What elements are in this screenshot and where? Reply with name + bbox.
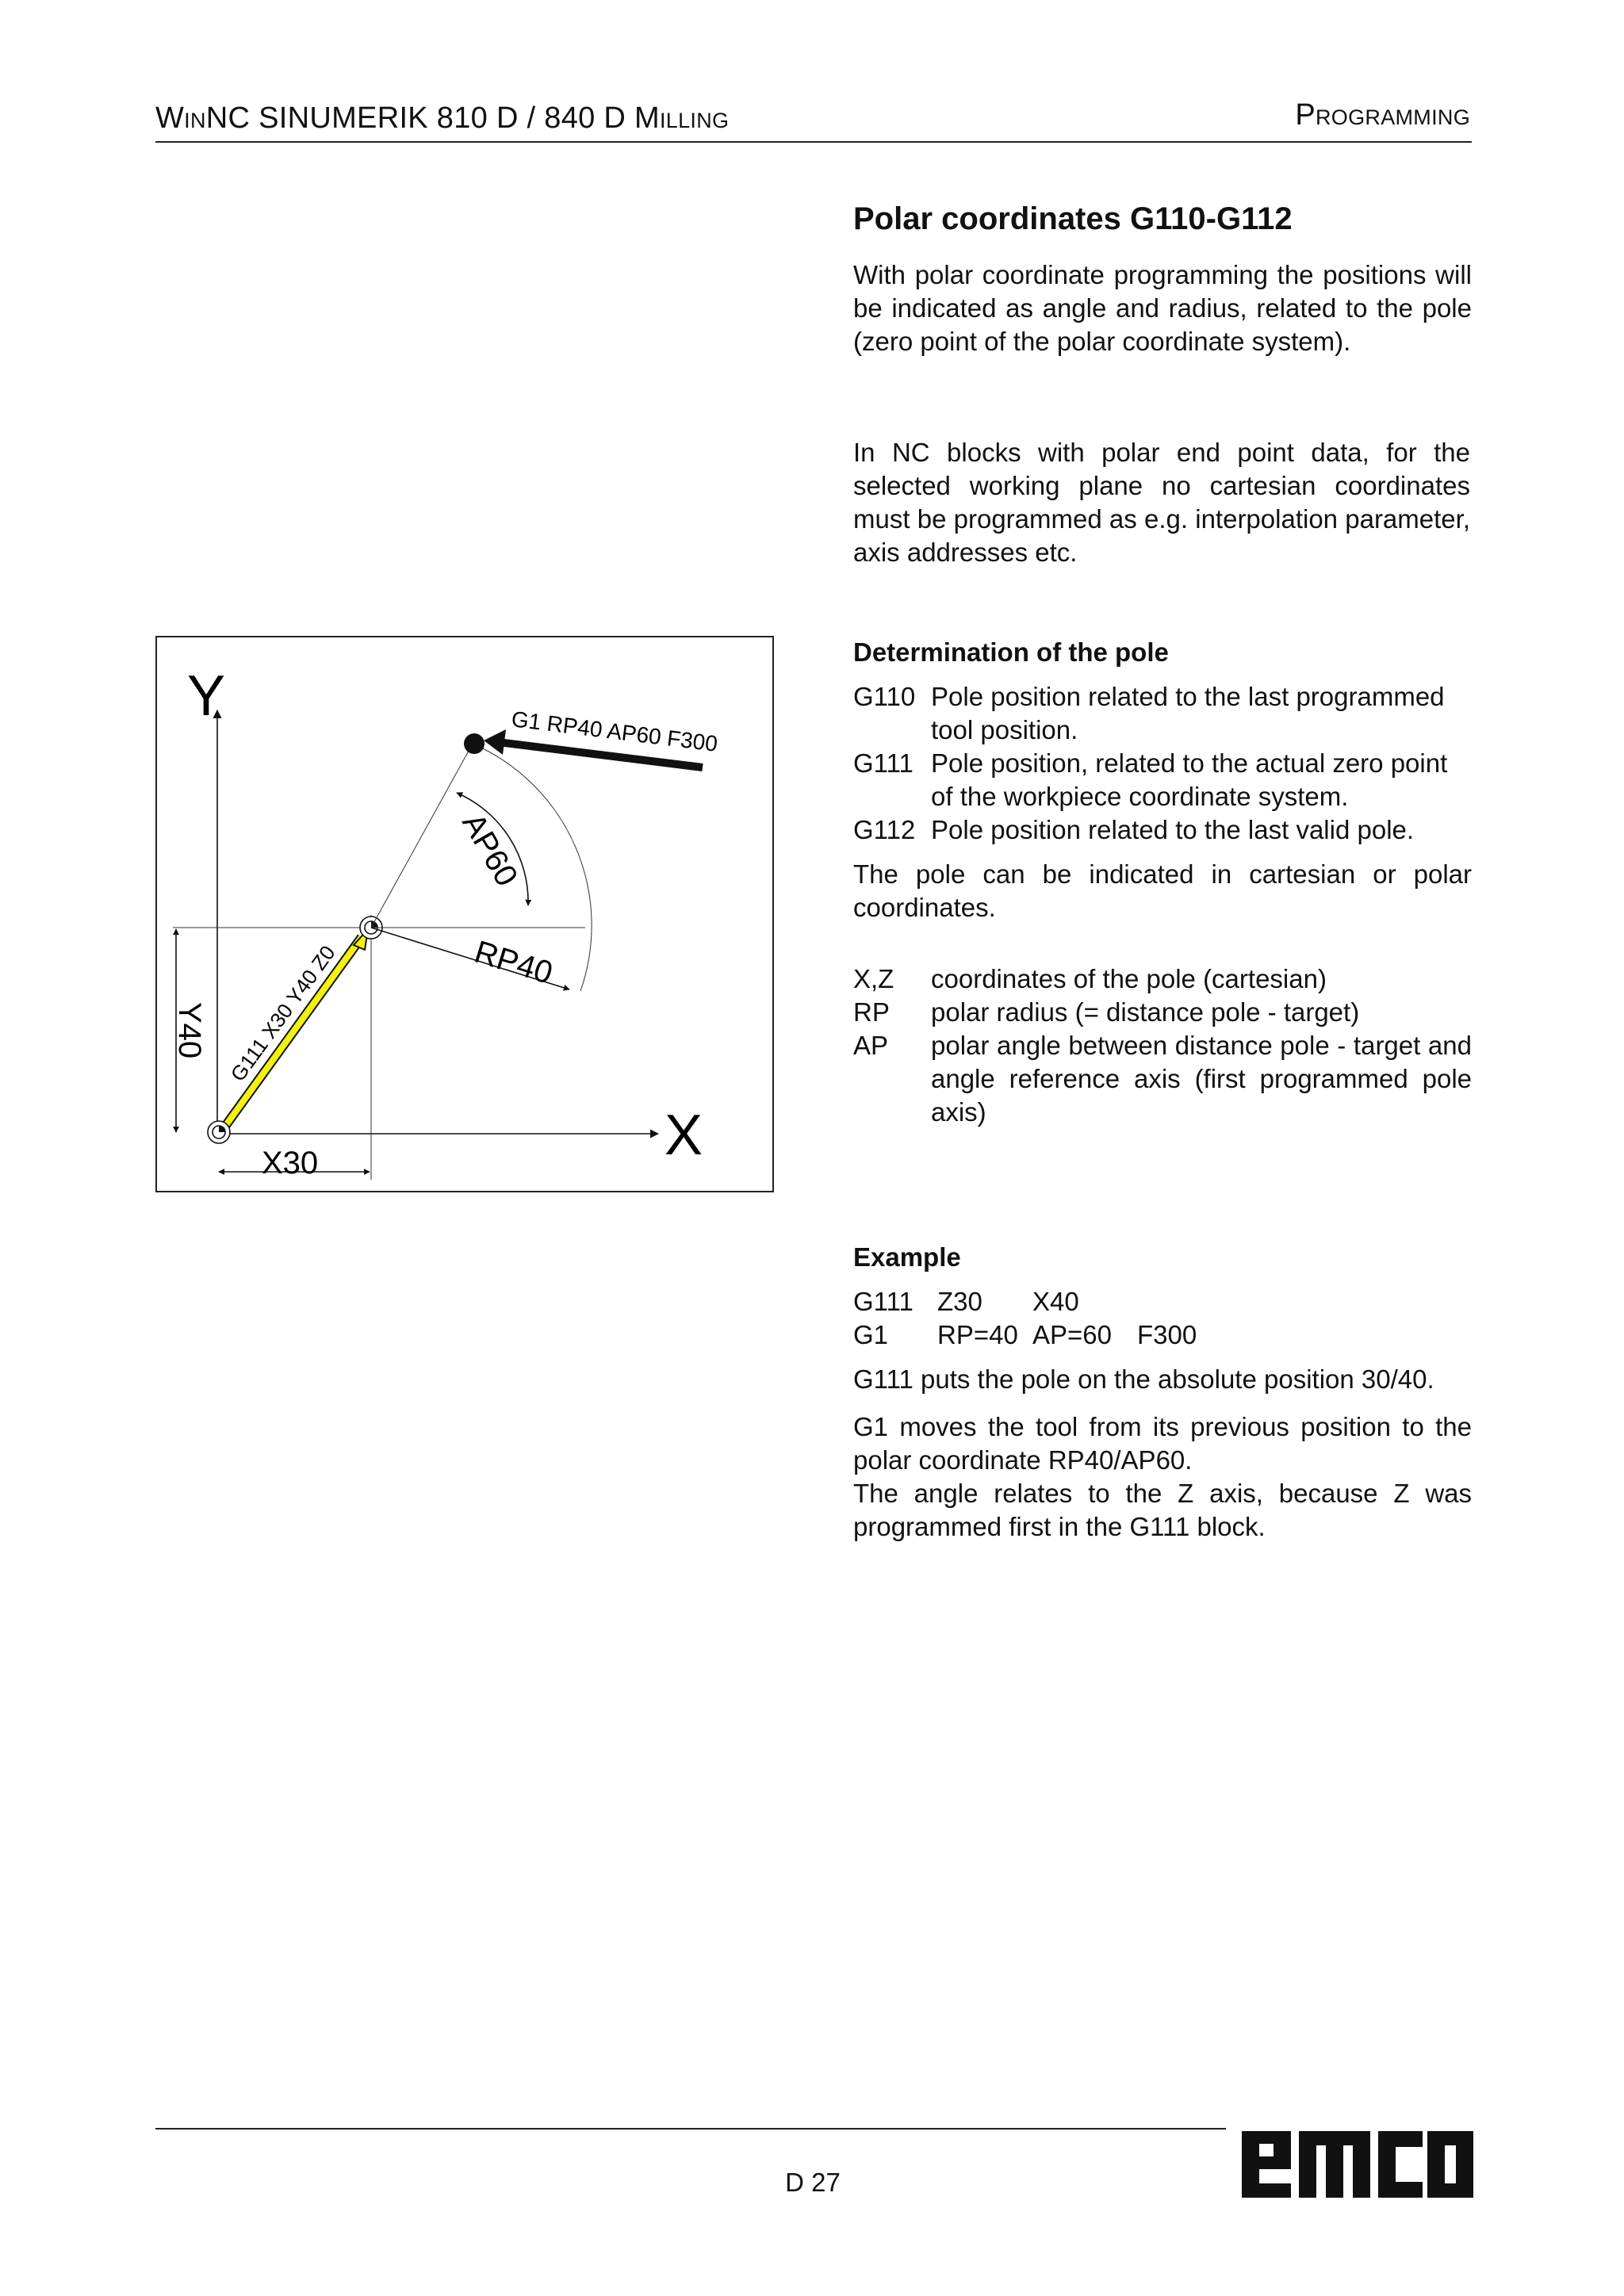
- pole-move-arrow: [222, 937, 362, 1131]
- pole-target-line: [371, 744, 473, 928]
- example-section: [853, 1241, 1472, 1544]
- code-label: G112: [853, 815, 916, 844]
- y-axis-label: Y: [187, 664, 226, 728]
- header-left-title: WinNC SINUMERIK 810 D / 840 D Milling: [155, 101, 730, 135]
- example-explain-1: G111 puts the pole on the absolute position 30/40.: [853, 1364, 1434, 1394]
- page-number: D 27: [785, 2168, 841, 2197]
- code-text: Pole position, related to the actual zero point of the workpiece coordinate system.: [931, 748, 1448, 811]
- def-key: X,Z: [853, 964, 894, 993]
- code-text: Pole position related to the last programmed tool position.: [931, 682, 1445, 744]
- example-arg: F300: [1137, 1320, 1197, 1349]
- example-arg: X40: [1032, 1287, 1079, 1316]
- emco-logo-svg: [1242, 2125, 1473, 2201]
- header-right-title: Programming: [1295, 98, 1470, 132]
- def-rp: [853, 996, 1472, 1029]
- angle-label: AP60: [455, 807, 525, 893]
- header-rule: [155, 141, 1472, 143]
- radius-label: RP40: [470, 934, 557, 991]
- pole-move-label: G111 X30 Y40 Z0: [225, 941, 340, 1086]
- pole-indication: The pole can be indicated in cartesian or polar coordinates.: [853, 859, 1472, 922]
- note-paragraph: In NC blocks with polar end point data, for the selected working plane no cartesian coordinates must be programmed as e.g. interpolation parameter, axis addresses etc.: [853, 438, 1470, 567]
- intro-paragraph: With polar coordinate programming the positions will be indicated as angle and radius, related to the pole (zero point of the polar coordinate system).: [853, 260, 1472, 356]
- pole-code-g111: [853, 747, 1472, 813]
- example-explain-2: G1 moves the tool from its previous position to the polar coordinate RP40/AP60.: [853, 1412, 1472, 1475]
- section-title: Polar coordinates G110-G112: [853, 201, 1293, 236]
- example-arg: AP=60: [1032, 1320, 1112, 1349]
- pole-code-g112: [853, 813, 1472, 847]
- def-text: polar angle between distance pole - target and angle reference axis (first programmed pole axis): [931, 1031, 1472, 1127]
- pole-section: [853, 636, 1472, 1129]
- x-axis-label: X: [665, 1104, 703, 1167]
- origin-symbol: [208, 1121, 230, 1143]
- def-ap: [853, 1029, 1472, 1129]
- polar-diagram: [155, 636, 774, 1192]
- footer-rule: [155, 2128, 1226, 2130]
- example-line-1: [853, 1285, 1472, 1318]
- pole-code-g110: [853, 680, 1472, 747]
- pole-heading: Determination of the pole: [853, 637, 1169, 667]
- x-dim-label: X30: [262, 1146, 319, 1181]
- def-text: polar radius (= distance pole - target): [931, 997, 1360, 1027]
- example-arg: RP=40: [937, 1320, 1018, 1349]
- example-explain-3: The angle relates to the Z axis, because Z was programmed first in the G111 block.: [853, 1479, 1472, 1541]
- example-line-2: [853, 1318, 1472, 1352]
- def-key: RP: [853, 997, 890, 1027]
- emco-logo: [1242, 2125, 1473, 2201]
- code-label: G110: [853, 682, 916, 711]
- code-label: G111: [853, 748, 914, 778]
- def-text: coordinates of the pole (cartesian): [931, 964, 1327, 993]
- target-point: [464, 733, 485, 754]
- example-code: G1: [853, 1320, 889, 1349]
- def-key: AP: [853, 1031, 889, 1060]
- polar-diagram-svg: [157, 637, 772, 1191]
- y-dim-label: Y40: [172, 1002, 207, 1059]
- tool-move-label: G1 RP40 AP60 F300: [510, 706, 719, 756]
- example-heading: Example: [853, 1242, 961, 1272]
- code-text: Pole position related to the last valid pole.: [931, 815, 1415, 844]
- example-code: G111: [853, 1287, 914, 1316]
- example-arg: Z30: [937, 1287, 982, 1316]
- def-xz: [853, 962, 1472, 996]
